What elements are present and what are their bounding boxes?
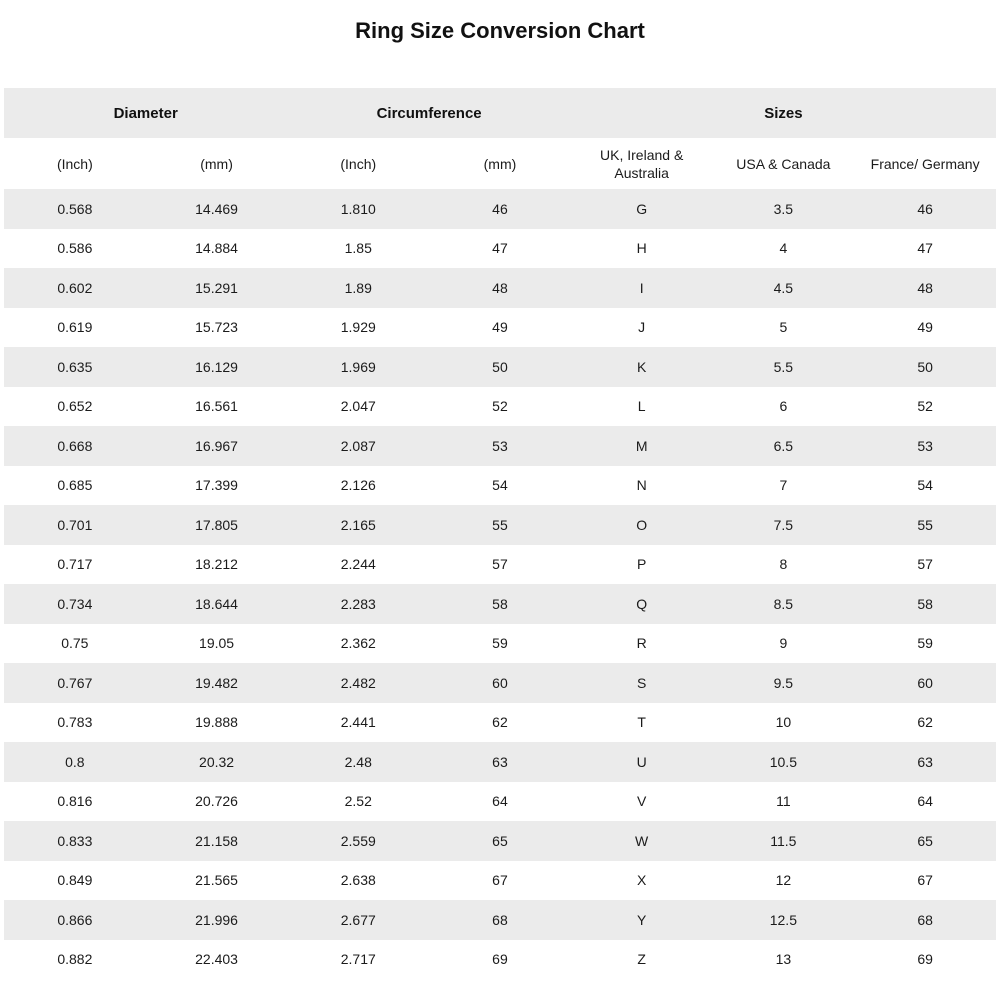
table-cell: 50 [492,358,508,375]
table-cell: 58 [492,595,508,612]
table-row [4,663,996,703]
table-cell: 0.568 [57,200,93,217]
table-cell: 11 [776,793,791,810]
table-cell: 54 [917,477,933,494]
table-cell: 2.482 [340,674,376,691]
column-header-row [4,138,996,189]
table-cell: 0.652 [57,398,93,415]
table-cell: 0.734 [57,595,93,612]
table-cell: 0.849 [57,872,93,889]
table-cell: 55 [917,516,933,533]
table-row [4,229,996,269]
table-body [4,189,996,979]
table-cell: 5.5 [773,358,794,375]
table-row [4,308,996,348]
table-cell: 4.5 [773,279,794,296]
table-cell: 1.810 [340,200,376,217]
table-cell: 0.882 [57,951,93,968]
table-cell: 18.212 [195,556,238,573]
table-cell: 22.403 [195,951,238,968]
table-cell: 59 [492,635,508,652]
table-cell: L [637,398,646,415]
table-cell: 14.469 [195,200,238,217]
table-cell: 16.561 [195,398,238,415]
table-cell: 0.668 [57,437,93,454]
table-cell: 16.967 [195,437,238,454]
table-row [4,505,996,545]
table-cell: 6 [779,398,788,415]
column-header-france-germany: France/ Germany [854,138,996,189]
ring-size-conversion-table [4,88,996,979]
table-cell: 0.767 [57,674,93,691]
table-cell: 52 [492,398,508,415]
table-cell: 0.866 [57,911,93,928]
table-cell: 19.05 [199,635,235,652]
table-cell: K [636,358,647,375]
table-row [4,347,996,387]
table-cell: 53 [492,437,508,454]
table-cell: 7.5 [773,516,794,533]
table-cell: 65 [917,832,933,849]
table-row [4,703,996,743]
table-cell: 2.165 [340,516,376,533]
table-cell: 57 [917,556,933,573]
table-cell: 1.969 [340,358,376,375]
table-cell: 54 [492,477,508,494]
table-cell: 69 [492,951,508,968]
group-header-diameter: Diameter [4,88,287,138]
table-cell: 0.586 [57,240,93,257]
column-header-uk-ireland-australia: UK, Ireland & Australia [571,138,713,189]
table-cell: 60 [917,674,933,691]
table-row [4,782,996,822]
table-cell: 53 [917,437,933,454]
table-cell: M [635,437,648,454]
table-cell: 0.783 [57,714,93,731]
table-cell: 55 [492,516,508,533]
table-cell: 0.75 [61,635,89,652]
table-cell: 0.717 [57,556,93,573]
table-cell: P [636,556,647,573]
table-cell: T [637,714,646,731]
table-cell: 2.362 [340,635,376,652]
table-row [4,742,996,782]
table-cell: 19.482 [195,674,238,691]
table-cell: 5 [779,319,788,336]
table-row [4,387,996,427]
table-cell: 10.5 [769,753,797,770]
table-cell: 18.644 [195,595,238,612]
table-row [4,940,996,980]
table-cell: 2.283 [340,595,376,612]
table-cell: 10 [775,714,792,731]
table-cell: V [636,793,647,810]
table-cell: 2.52 [344,793,372,810]
table-cell: 0.701 [57,516,93,533]
table-cell: 19.888 [195,714,238,731]
table-cell: 15.291 [195,279,238,296]
table-cell: Q [636,595,648,612]
table-cell: 60 [492,674,508,691]
table-cell: 49 [917,319,933,336]
table-cell: 21.996 [195,911,238,928]
table-cell: I [639,279,644,296]
table-cell: 47 [917,240,933,257]
table-row [4,545,996,585]
column-header-mm: (mm) [146,138,288,189]
group-header-row [4,88,996,138]
table-cell: 6.5 [773,437,794,454]
table-cell: 0.816 [57,793,93,810]
table-cell: 1.85 [344,240,372,257]
page-title: Ring Size Conversion Chart [355,18,645,43]
table-cell: 17.805 [195,516,238,533]
table-cell: 2.047 [340,398,376,415]
table-cell: 2.638 [340,872,376,889]
column-header-usa-canada: USA & Canada [713,138,855,189]
column-header-inch: (Inch) [4,138,146,189]
table-cell: 2.559 [340,832,376,849]
table-cell: 12 [775,872,792,889]
table-cell: 3.5 [773,200,794,217]
table-cell: 52 [917,398,933,415]
table-cell: 8 [779,556,788,573]
table-cell: 2.126 [340,477,376,494]
table-cell: H [636,240,647,257]
table-cell: 48 [492,279,508,296]
table-cell: 46 [492,200,508,217]
table-cell: 2.677 [340,911,376,928]
table-cell: 8.5 [773,595,794,612]
table-row [4,861,996,901]
table-cell: 20.726 [195,793,238,810]
table-cell: G [636,200,648,217]
table-row [4,189,996,229]
table-cell: S [636,674,647,691]
table-cell: 68 [492,911,508,928]
table-cell: 1.929 [340,319,376,336]
table-cell: 20.32 [199,753,235,770]
table-cell: 21.565 [195,872,238,889]
table-cell: 67 [492,872,508,889]
table-cell: 48 [917,279,933,296]
table-head [4,88,996,189]
table-cell: O [636,516,648,533]
table-cell: 4 [779,240,788,257]
table-cell: 67 [917,872,933,889]
table-cell: 2.441 [340,714,376,731]
group-header-sizes: Sizes [571,88,996,138]
table-cell: 57 [492,556,508,573]
table-cell: 13 [775,951,792,968]
table-cell: 64 [492,793,508,810]
table-row [4,466,996,506]
table-cell: 68 [917,911,933,928]
table-cell: Y [636,911,647,928]
table-cell: 59 [917,635,933,652]
table-cell: 16.129 [195,358,238,375]
table-cell: 65 [492,832,508,849]
table-cell: 17.399 [195,477,238,494]
table-cell: 1.89 [344,279,372,296]
table-cell: 2.244 [340,556,376,573]
table-cell: 62 [917,714,933,731]
table-cell: 46 [917,200,933,217]
table-row [4,426,996,466]
table-row [4,624,996,664]
table-cell: 0.685 [57,477,93,494]
table-cell: 9 [779,635,788,652]
table-row [4,584,996,624]
table-cell: N [636,477,647,494]
table-cell: 49 [492,319,508,336]
table-cell: 15.723 [195,319,238,336]
table-cell: 63 [492,753,508,770]
table-cell: Z [637,951,646,968]
table-cell: 14.884 [195,240,238,257]
table-cell: 50 [917,358,933,375]
table-cell: 69 [917,951,933,968]
table-cell: R [636,635,647,652]
table-cell: 2.48 [344,753,372,770]
table-row [4,821,996,861]
table-row [4,268,996,308]
table-cell: 63 [917,753,933,770]
table-cell: 0.635 [57,358,93,375]
table-cell: 58 [917,595,933,612]
table-cell: 7 [779,477,788,494]
table-cell: 2.717 [340,951,376,968]
column-header-mm: (mm) [429,138,571,189]
table-row [4,900,996,940]
group-header-circumference: Circumference [287,88,570,138]
table-cell: 2.087 [340,437,376,454]
table-cell: 11.5 [770,832,797,849]
table-cell: J [638,319,646,336]
table-cell: X [636,872,647,889]
table-cell: 0.8 [65,753,85,770]
table-cell: 21.158 [195,832,238,849]
table-cell: 9.5 [773,674,794,691]
table-cell: 0.602 [57,279,93,296]
table-cell: 12.5 [769,911,797,928]
table-cell: 0.833 [57,832,93,849]
column-header-inch: (Inch) [287,138,429,189]
table-cell: 64 [917,793,933,810]
table-cell: U [636,753,647,770]
table-cell: 47 [492,240,508,257]
table-cell: 0.619 [57,319,93,336]
table-cell: 62 [492,714,508,731]
table-cell: W [635,832,649,849]
